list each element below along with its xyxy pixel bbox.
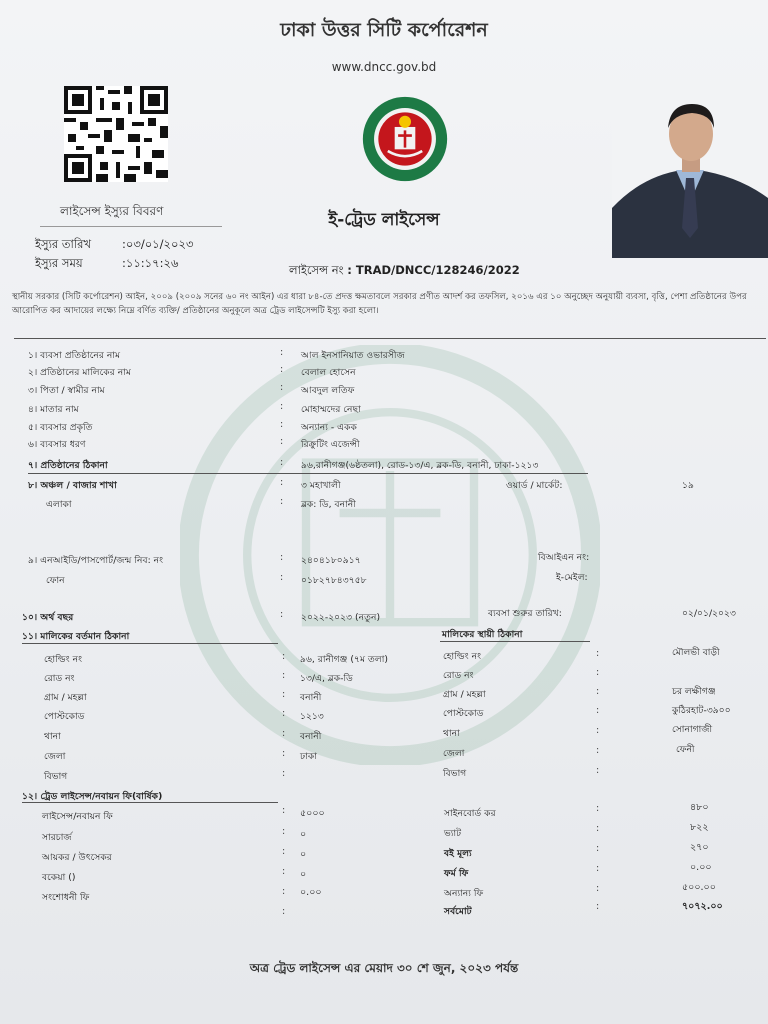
fiscal-year-label: ১০। অর্থ বছর xyxy=(22,612,74,623)
license-document: ঢাকা উত্তর সিটি কর্পোরেশন www.dncc.gov.bd লাইসেন্স ইস্যুর বিবরণ ইস্যুর তারিখ :০৩/০১/২০২৩ ইস্যুর সময় :১১:১৭:২৬ ই-ট্রেড লাইসেন্স লাইসেন্স নং : TRAD/DNCC/128246/2022 স্থানীয় সরকার (সিটি কর্পোরেশন) আইন, ২০০৯ (২০০৯ সনের ৬০ নং আইন) এর ধারা ৮৪-তে প্রদত্ত ক্ষমতাবলে সরকার প্রণীত আদর্শ কর তফসিল, ২০১৬ এর ১০ অনুচ্ছেদ অনুযায়ী ব্যবসা, বৃত্তি, পেশা প্রতিষ্ঠানের উপর আরোপিত কর আদায়ের লক্ষ্যে নিম্নে বর্ণিত ব্যক্তি/ প্রতিষ্ঠানের অনুকূলে অত্র ট্রেড লাইসেন্সটি ইস্যু করা হলো। ১। ব্যবসা প্রতিষ্ঠানের নাম : আল ইনসানিয়াত ওভারসীজ ২। প্রতিষ্ঠানের মালিকের নাম : বেলাল হোসেন ৩। পিতা / স্বামীর নাম : আবদুল লতিফ ৪। মাতার নাম : মোহাম্মদের নেছা ৫। ব্যবসার প্রকৃতি : অন্যান্য - একক ৬। ব্যবসার ধরণ : রিক্রুটিং এজেন্সী ৭। প্রতিষ্ঠানের ঠিকানা : ৯৬,রানীগঞ্জ(৬ষ্ঠতলা), রোড-১৩/এ, ব্লক-ডি, বনানী, ঢাকা-১২১৩ ৮। অঞ্চল / বাজার শাখা : ৩ মহাখালী ওয়ার্ড / মার্কেট: ১৯ এলাকা : ব্লক: ডি, বনানী ৯। এনআইডি/পাসপোর্ট/জন্ম নিব: নং : ২৪০৪১৮০৯১৭ বিআইএন নং: ফোন : ০১৮২৭৮৪৩৭৫৮ ই-মেইল: ১০। অর্থ বছর : ২০২২-২০২৩ (নতুন) ব্যবসা শুরুর তারিখ: ০২/০১/২০২৩ ১১। মালিকের বর্তমান ঠিকানা মালিকের স্থায়ী ঠিকানা হোল্ডিং নং : ৯৬, রানীগঞ্জ (৭ম তলা) হোল্ডিং নং : মৌলভী বাড়ী রোড নং : ১৩/এ, ব্লক-ডি রোড নং : গ্রাম / মহল্লা : বনানী গ্রাম / মহল্লা : চর লক্ষীগঞ্জ পোস্টকোড : ১২১৩ পোস্টকোড : কুঠিরহাট-৩৯০০ থানা : বনানী থানা : সোনাগাজী জেলা : ঢাকা জেলা : ফেনী বিভাগ : বিভাগ : ১২। ট্রেড লাইসেন্স/নবায়ন ফি(বার্ষিক) লাইসেন্স/নবায়ন ফি : ৫০০০ সাইনবোর্ড কর : ৪৮০ সারচার্জ : ০ ভ্যাট : ৮২২ আয়কর / উৎসেকর : ০ বই মূল্য : ২৭০ বকেয়া () : ০ ফর্ম ফি : ০.০০ সংশোধনী ফি : ০.০০ অন্যান্য ফি : ৫০০.০০ : সর্বমোট : ৭০৭২.০০ অত্র ট্রেড লাইসেন্স এর মেয়াদ ৩০ শে জুন, ২০২৩ পর্যন্ত xyxy=(0,0,768,1024)
permanent-holding-value: মৌলভী বাড়ী xyxy=(672,647,720,658)
bin-label: বিআইএন নং: xyxy=(538,552,590,563)
validity-note: অত্র ট্রেড লাইসেন্স এর মেয়াদ ৩০ শে জুন, ২০২৩ পর্যন্ত xyxy=(249,961,519,975)
current-road-value: ১৩/এ, ব্লক-ডি xyxy=(300,673,353,684)
field-value-father-name: আবদুল লতিফ xyxy=(301,385,355,396)
address-row-label: বিভাগ xyxy=(44,771,68,782)
fee-label: সাইনবোর্ড কর xyxy=(444,808,496,819)
document-title: ই-ট্রেড লাইসেন্স xyxy=(328,210,440,230)
field-value-owner-name: বেলাল হোসেন xyxy=(301,367,356,378)
business-start-label: ব্যবসা শুরুর তারিখ: xyxy=(488,608,562,619)
area-label: এলাকা xyxy=(46,499,72,510)
license-number xyxy=(289,262,520,281)
field-label-business-nature: ৫। ব্যবসার প্রকৃতি xyxy=(28,422,93,433)
field-label-owner-name: ২। প্রতিষ্ঠানের মালিকের নাম xyxy=(28,367,131,378)
current-thana-value: বনানী xyxy=(300,731,322,742)
issue-date-label: ইস্যুর তারিখ xyxy=(35,237,92,251)
permanent-village-value: চর লক্ষীগঞ্জ xyxy=(672,686,716,697)
fee-value: ৫০০০ xyxy=(300,808,325,819)
permanent-row-label: বিভাগ xyxy=(443,768,467,779)
fee-value: ৮২২ xyxy=(690,822,709,833)
fee-label: অন্যান্য ফি xyxy=(444,888,484,899)
field-value-business-nature: অন্যান্য - একক xyxy=(301,422,357,433)
field-label-business-type: ৬। ব্যবসার ধরণ xyxy=(28,439,86,450)
phone-value: ০১৮২৭৮৪৩৭৫৮ xyxy=(301,575,367,586)
nid-value: ২৪০৪১৮০৯১৭ xyxy=(301,555,361,566)
issue-time-label: ইস্যুর সময় xyxy=(35,256,83,270)
fee-label: আয়কর / উৎসেকর xyxy=(42,852,112,863)
corporation-title: ঢাকা উত্তর সিটি কর্পোরেশন xyxy=(280,19,488,41)
business-start-value: ০২/০১/২০২৩ xyxy=(682,608,736,619)
fee-value: ০ xyxy=(300,829,307,840)
zone-label: ৮। অঞ্চল / বাজার শাখা xyxy=(28,480,117,491)
fee-value: ০.০০ xyxy=(300,887,322,898)
license-number-label: লাইসেন্স নং xyxy=(289,263,344,277)
ward-value: ১৯ xyxy=(682,480,694,491)
field-label-father-name: ৩। পিতা / স্বামীর নাম xyxy=(28,385,105,396)
divider xyxy=(22,643,278,644)
address-row-label: হোল্ডিং নং xyxy=(44,654,83,665)
fee-label: বকেয়া () xyxy=(42,872,76,883)
fee-value: ২৭০ xyxy=(690,842,709,853)
fee-value: ০.০০ xyxy=(690,862,712,873)
divider xyxy=(28,473,588,474)
address-row-label: গ্রাম / মহল্লা xyxy=(44,692,87,703)
fee-label: বই মূল্য xyxy=(444,848,472,859)
permanent-thana-value: সোনাগাজী xyxy=(672,724,713,735)
ward-label: ওয়ার্ড / মার্কেট: xyxy=(506,480,563,491)
fee-value: ৫০০.০০ xyxy=(682,882,716,893)
watermark-emblem xyxy=(180,345,600,765)
permanent-row-label: পোস্টকোড xyxy=(443,708,484,719)
divider xyxy=(14,338,766,339)
fee-value: ০ xyxy=(300,849,307,860)
issue-date-value: :০৩/০১/২০২৩ xyxy=(122,237,194,251)
intro-paragraph: স্থানীয় সরকার (সিটি কর্পোরেশন) আইন, ২০০৯ (২০০৯ সনের ৬০ নং আইন) এর ধারা ৮৪-তে প্রদত্ত ক্ষমতাবলে সরকার প্রণীত আদর্শ কর তফসিল, ২০১৬ এর ১০ অনুচ্ছেদ অনুযায়ী ব্যবসা, বৃত্তি, পেশা প্রতিষ্ঠানের উপর আরোপিত কর আদায়ের লক্ষ্যে নিম্নে বর্ণিত ব্যক্তি/ প্রতিষ্ঠানের অনুকূলে অত্র ট্রেড লাইসেন্সটি ইস্যু করা হলো। xyxy=(12,292,747,316)
fee-value: ৪৮০ xyxy=(690,802,709,813)
qr-code-icon xyxy=(64,86,168,182)
permanent-row-label: থানা xyxy=(443,728,460,739)
field-value-business-name: আল ইনসানিয়াত ওভারসীজ xyxy=(301,350,405,361)
field-value-mother-name: মোহাম্মদের নেছা xyxy=(301,404,361,415)
field-value-business-type: রিক্রুটিং এজেন্সী xyxy=(301,439,360,450)
divider xyxy=(440,641,590,642)
permanent-district-value: ফেনী xyxy=(676,744,695,755)
permanent-row-label: জেলা xyxy=(443,748,465,759)
nid-label: ৯। এনআইডি/পাসপোর্ট/জন্ম নিব: নং xyxy=(28,555,164,566)
total-label: সর্বমোট xyxy=(444,906,472,917)
fees-heading: ১২। ট্রেড লাইসেন্স/নবায়ন ফি(বার্ষিক) xyxy=(22,791,163,802)
area-value: ব্লক: ডি, বনানী xyxy=(301,499,356,510)
address-row-label: জেলা xyxy=(44,751,66,762)
website-url: www.dncc.gov.bd xyxy=(331,60,437,74)
issue-details-caption: লাইসেন্স ইস্যুর বিবরণ xyxy=(60,204,164,218)
fee-label: সারচার্জ xyxy=(42,832,72,843)
permanent-row-label: গ্রাম / মহল্লা xyxy=(443,689,486,700)
permanent-postcode-value: কুঠিরহাট-৩৯০০ xyxy=(672,705,731,716)
current-village-value: বনানী xyxy=(300,692,322,703)
zone-value: ৩ মহাখালী xyxy=(301,480,341,491)
fee-label: লাইসেন্স/নবায়ন ফি xyxy=(42,811,113,822)
permanent-row-label: রোড নং xyxy=(443,670,474,681)
corporation-logo-icon xyxy=(362,96,448,182)
address-row-label: থানা xyxy=(44,731,61,742)
license-number-value: : TRAD/DNCC/128246/2022 xyxy=(347,263,520,277)
field-label-mother-name: ৪। মাতার নাম xyxy=(28,404,79,415)
fee-label: ভ্যাট xyxy=(444,828,462,839)
divider xyxy=(22,802,278,803)
current-holding-value: ৯৬, রানীগঞ্জ (৭ম তলা) xyxy=(300,654,388,665)
permanent-row-label: হোল্ডিং নং xyxy=(443,651,482,662)
address-row-label: রোড নং xyxy=(44,673,75,684)
address-row-label: পোস্টকোড xyxy=(44,711,85,722)
current-district-value: ঢাকা xyxy=(300,751,317,762)
issue-time-value: :১১:১৭:২৬ xyxy=(122,256,179,270)
fee-label: ফর্ম ফি xyxy=(444,868,469,879)
field-label-business-address: ৭। প্রতিষ্ঠানের ঠিকানা xyxy=(28,460,108,471)
email-label: ই-মেইল: xyxy=(556,572,588,583)
fiscal-year-value: ২০২২-২০২৩ (নতুন) xyxy=(301,612,381,623)
current-postcode-value: ১২১৩ xyxy=(300,711,324,722)
permanent-address-heading: মালিকের স্থায়ী ঠিকানা xyxy=(442,629,523,640)
field-label-business-name: ১। ব্যবসা প্রতিষ্ঠানের নাম xyxy=(28,350,121,361)
fee-label: সংশোধনী ফি xyxy=(42,892,90,903)
current-address-heading: ১১। মালিকের বর্তমান ঠিকানা xyxy=(22,631,130,642)
total-value: ৭০৭২.০০ xyxy=(682,901,723,912)
field-value-business-address: ৯৬,রানীগঞ্জ(৬ষ্ঠতলা), রোড-১৩/এ, ব্লক-ডি, বনানী, ঢাকা-১২১৩ xyxy=(301,460,539,471)
phone-label: ফোন xyxy=(46,575,65,586)
fee-value: ০ xyxy=(300,869,307,880)
